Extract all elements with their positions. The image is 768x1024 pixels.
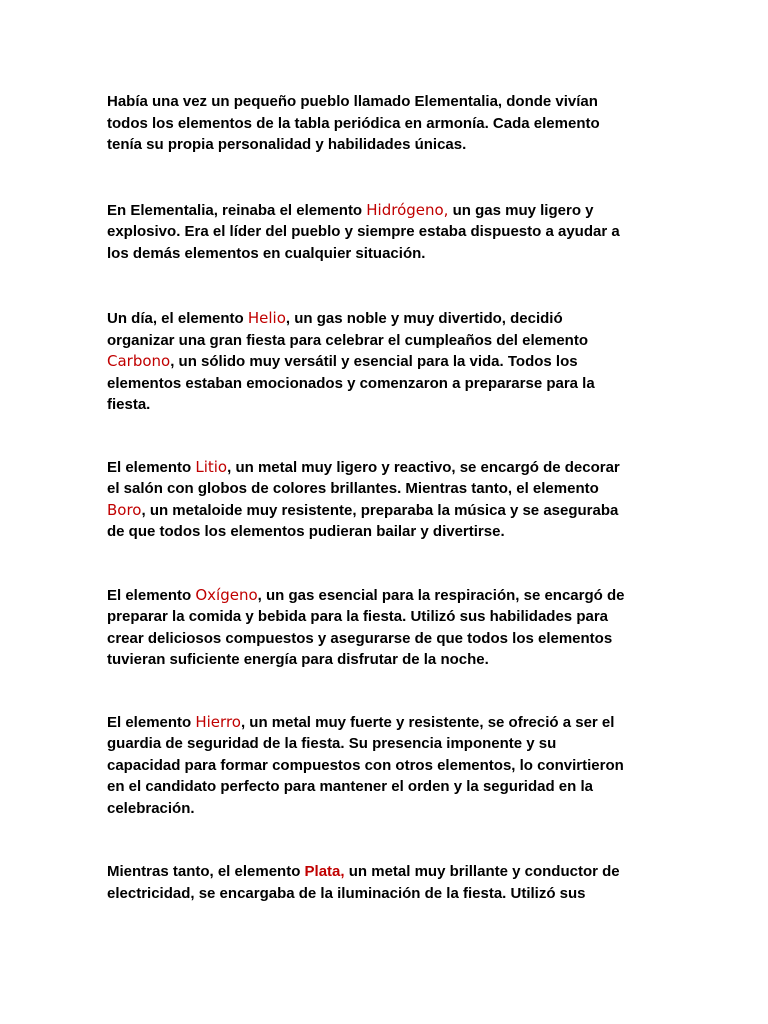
- text-line: [107, 134, 667, 156]
- text-run: el salón con globos de colores brillantes. Mientras tanto, el elemento: [107, 480, 599, 497]
- text-run: , un metaloide muy resistente, preparaba la música y se aseguraba: [141, 501, 619, 519]
- text-run: , un sólido muy versátil y esencial para la vida. Todos los: [170, 353, 578, 370]
- text-run: todos los elementos de la tabla periódica en armonía. Cada elemento: [107, 114, 600, 132]
- text-line: [107, 478, 667, 500]
- paragraph-2: [107, 200, 667, 265]
- text-run: de que todos los elementos pudieran bailar y divertirse.: [107, 523, 505, 540]
- text-line: [107, 221, 667, 243]
- text-line: [107, 628, 667, 650]
- text-line: [107, 373, 667, 395]
- paragraph-5: [107, 585, 667, 671]
- text-line: [107, 733, 667, 755]
- text-line: [107, 521, 667, 543]
- text-run: crear deliciosos compuestos y asegurarse de que todos los elementos: [107, 629, 613, 647]
- text-run: El elemento: [107, 586, 196, 604]
- text-run: en el candidato perfecto para mantener el orden y la seguridad en la: [107, 778, 593, 795]
- text-run: , un metal muy ligero y reactivo, se encargó de decorar: [227, 458, 620, 476]
- element-name-litio: Litio: [195, 457, 228, 476]
- paragraph-3: [107, 308, 667, 416]
- text-line: [107, 91, 667, 113]
- text-run: tuvieran suficiente energía para disfrutar de la noche.: [107, 651, 489, 668]
- text-line: [107, 755, 667, 777]
- text-run: En Elementalia, reinaba el elemento: [107, 201, 367, 219]
- text-run: guardia de seguridad de la fiesta. Su presencia imponente y su: [107, 735, 557, 752]
- text-run: preparar la comida y bebida para la fiesta. Utilizó sus habilidades para: [107, 608, 609, 625]
- text-line: [107, 585, 667, 607]
- element-name-oxigeno: Oxígeno: [195, 585, 258, 604]
- text-line: [107, 798, 667, 820]
- text-run: , un metal muy fuerte y resistente, se ofreció a ser el: [240, 713, 615, 731]
- element-name-plata: Plata,: [304, 863, 345, 880]
- text-line: [107, 712, 667, 734]
- text-line: [107, 308, 667, 330]
- text-line: [107, 200, 667, 222]
- text-line: [107, 776, 667, 798]
- paragraph-1: [107, 91, 667, 156]
- text-run: explosivo. Era el líder del pueblo y siempre estaba dispuesto a ayudar a: [107, 223, 620, 240]
- text-run: celebración.: [107, 799, 195, 817]
- element-name-hidrogeno: Hidrógeno,: [366, 200, 449, 219]
- text-run: capacidad para formar compuestos con otros elementos, lo convirtieron: [107, 756, 624, 774]
- text-run: Mientras tanto, el elemento: [107, 863, 305, 880]
- paragraph-7: [107, 861, 667, 904]
- text-run: un gas muy ligero y: [448, 201, 594, 219]
- text-line: [107, 330, 667, 352]
- text-run: organizar una gran fiesta para celebrar el cumpleaños del elemento: [107, 331, 588, 349]
- text-line: [107, 649, 667, 671]
- element-name-hierro: Hierro: [195, 712, 241, 731]
- text-run: El elemento: [107, 713, 196, 731]
- text-line: [107, 500, 667, 522]
- text-run: Había una vez un pequeño pueblo llamado Elementalia, donde vivían: [107, 93, 598, 110]
- text-run: tenía su propia personalidad y habilidades únicas.: [107, 136, 467, 153]
- text-run: elementos estaban emocionados y comenzaron a prepararse para la: [107, 374, 595, 392]
- text-line: [107, 883, 667, 905]
- text-run: electricidad, se encargaba de la iluminación de la fiesta. Utilizó sus: [107, 884, 586, 902]
- text-line: [107, 861, 667, 883]
- text-line: [107, 113, 667, 135]
- text-line: [107, 243, 667, 265]
- element-name-helio: Helio: [247, 309, 286, 327]
- text-run: fiesta.: [107, 396, 151, 413]
- paragraph-4: [107, 457, 667, 543]
- text-line: [107, 457, 667, 479]
- document-body: [107, 91, 667, 904]
- element-name-carbono: Carbono: [107, 352, 171, 370]
- text-run: Un día, el elemento: [107, 310, 248, 327]
- text-run: El elemento: [107, 458, 196, 476]
- element-name-boro: Boro: [107, 500, 142, 519]
- text-run: , un gas esencial para la respiración, se encargó de: [257, 586, 625, 604]
- text-run: , un gas noble y muy divertido, decidió: [285, 310, 563, 327]
- paragraph-6: [107, 712, 667, 820]
- text-line: [107, 351, 667, 373]
- text-line: [107, 394, 667, 416]
- text-line: [107, 606, 667, 628]
- text-run: un metal muy brillante y conductor de: [344, 863, 620, 880]
- text-run: los demás elementos en cualquier situación.: [107, 244, 426, 262]
